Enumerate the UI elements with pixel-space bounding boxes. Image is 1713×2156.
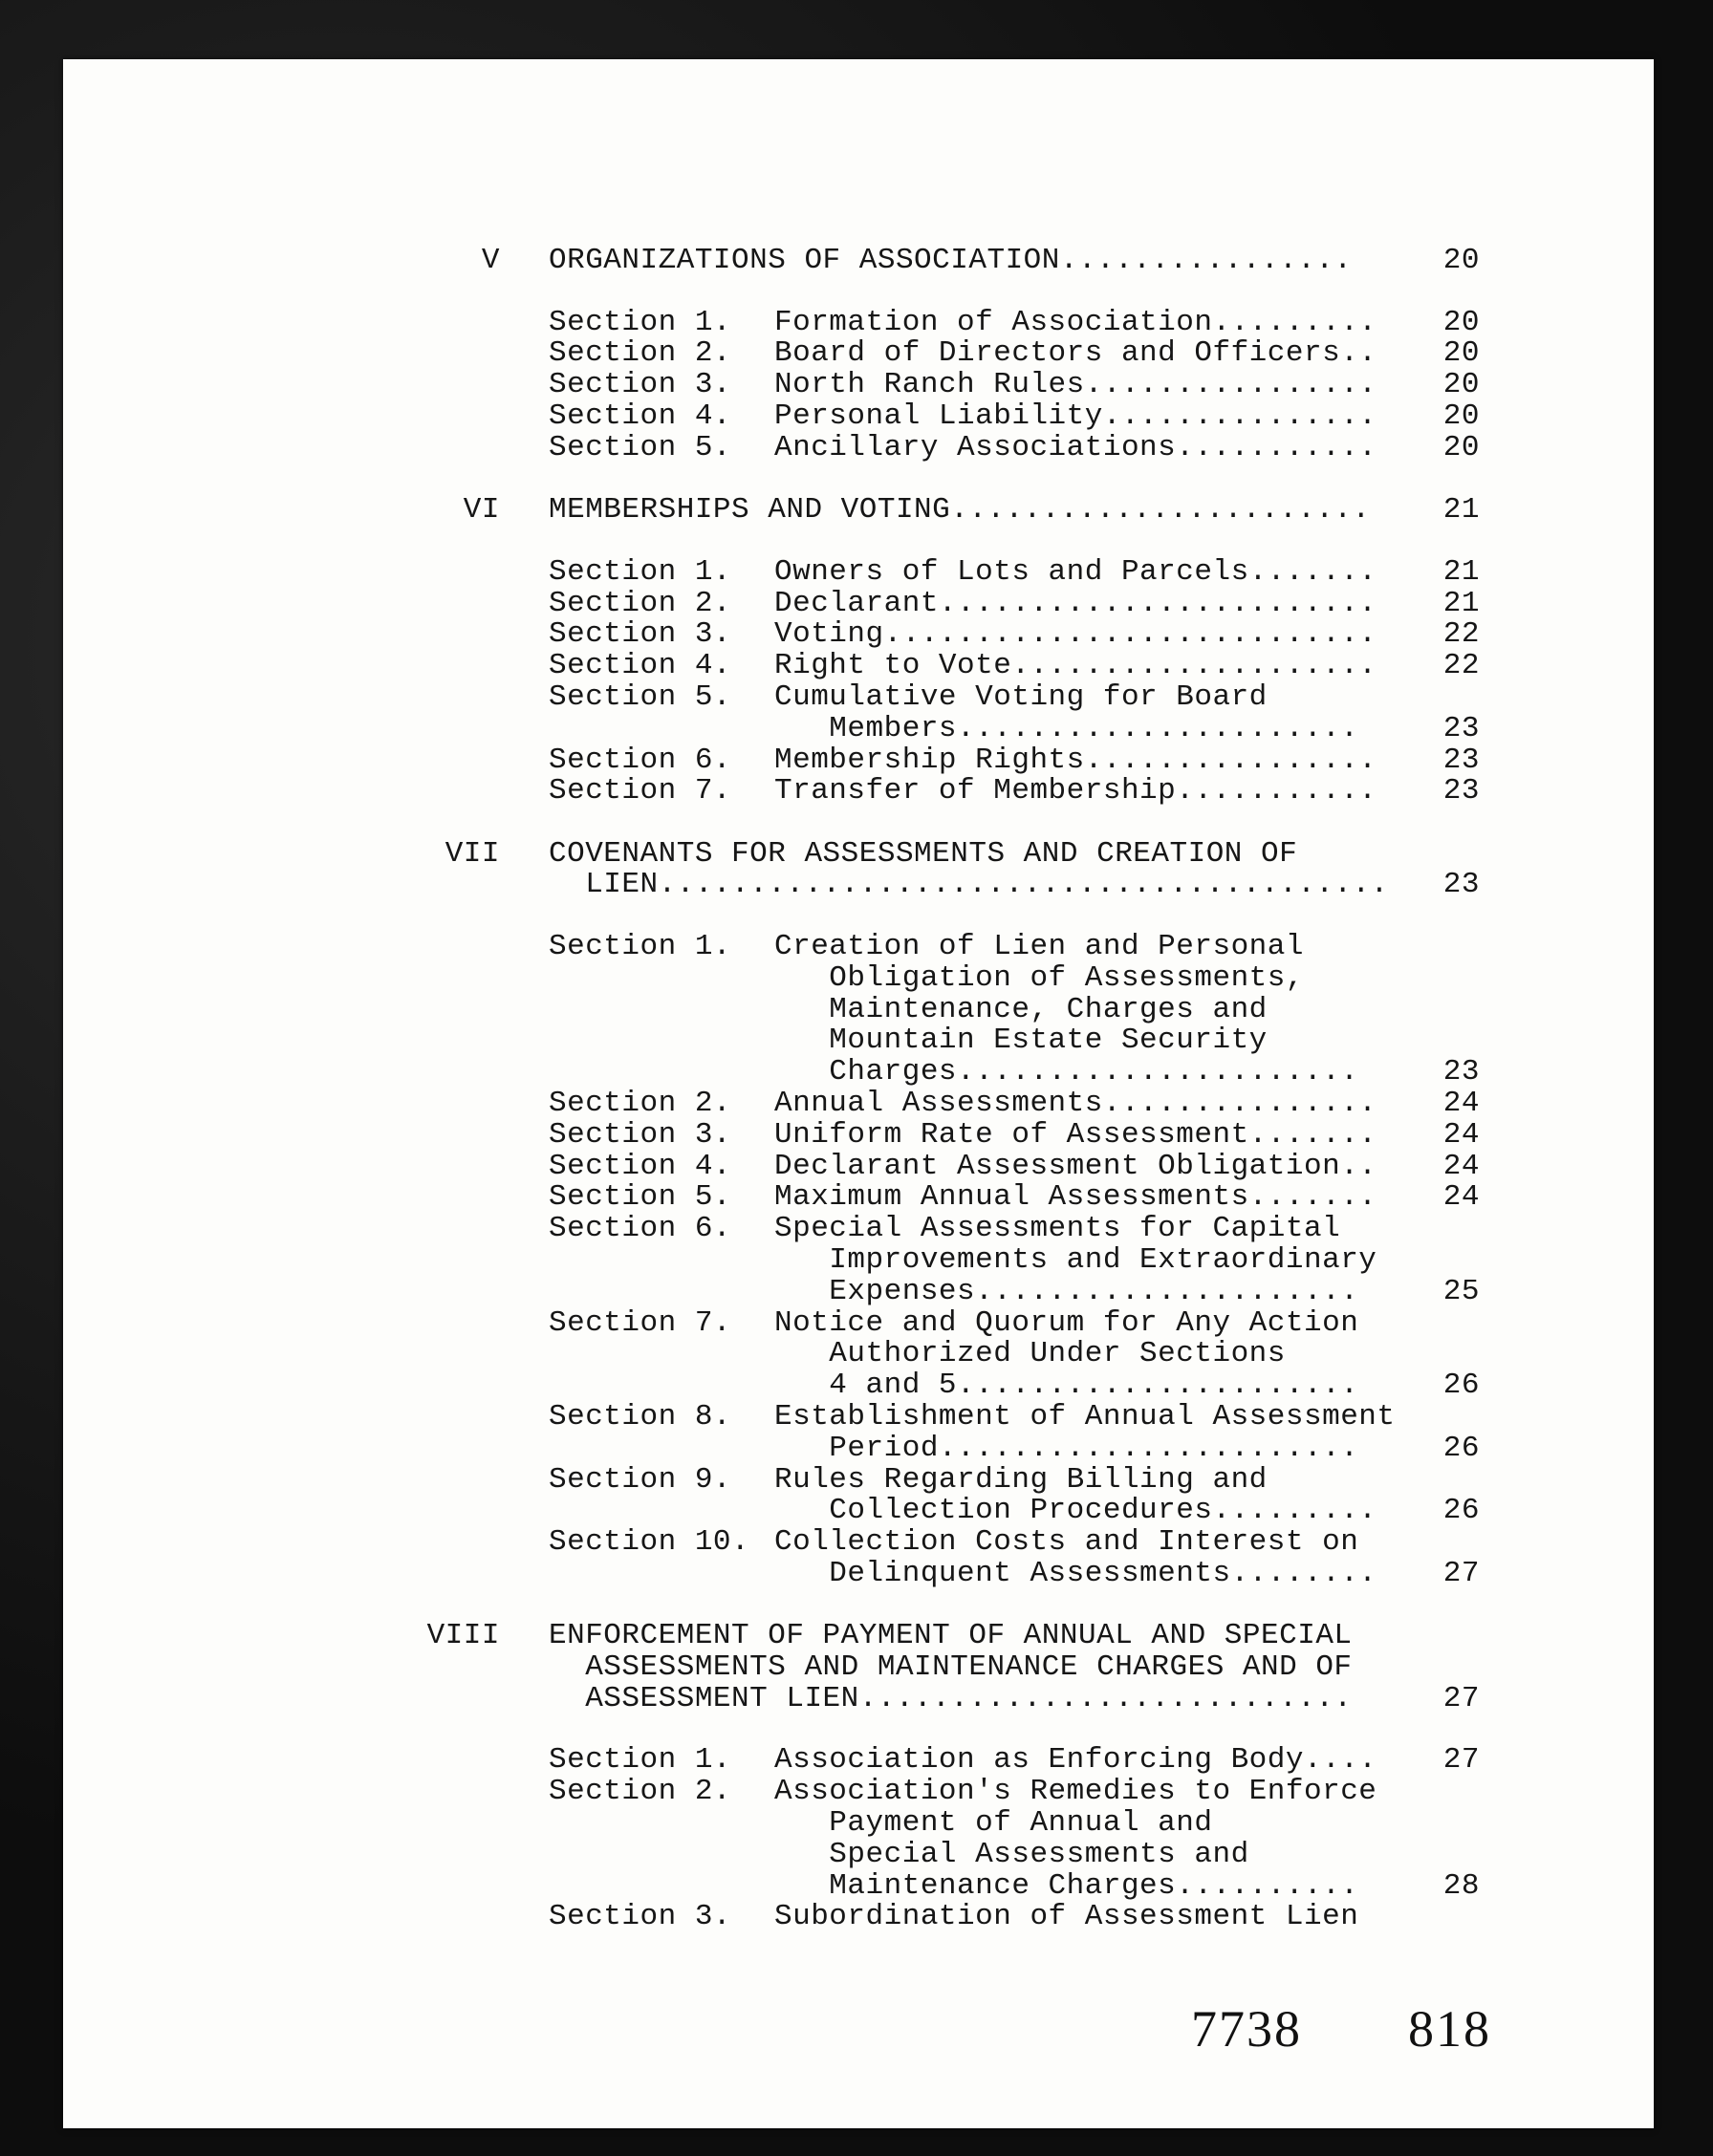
section-title: Obligation of Assessments, — [774, 960, 1304, 995]
page-number: 22 — [1442, 617, 1480, 652]
section-label: Section 3. — [549, 1117, 732, 1152]
section-label: Section 2. — [549, 586, 732, 620]
section-label: Section 6. — [549, 743, 732, 777]
section-title: Right to Vote.................... — [774, 649, 1377, 683]
section-label: Section 7. — [549, 774, 732, 808]
article-title: ENFORCEMENT OF PAYMENT OF ANNUAL AND SPECIAL — [549, 1619, 1353, 1653]
section-title: Authorized Under Sections — [774, 1337, 1286, 1371]
table-of-contents — [63, 59, 1654, 2128]
section-label: Section 5. — [549, 430, 732, 464]
section-title: Period....................... — [774, 1431, 1359, 1465]
article-title: ASSESSMENT LIEN........................... — [549, 1681, 1353, 1715]
section-label: Section 1. — [549, 554, 732, 589]
section-label: Section 2. — [549, 1775, 732, 1809]
page-number: 21 — [1442, 586, 1480, 620]
section-title: Special Assessments for Capital — [774, 1212, 1341, 1246]
page-number: 27 — [1442, 1681, 1480, 1715]
section-label: Section 2. — [549, 336, 732, 371]
page-footer — [1191, 1999, 1491, 2059]
section-title: Formation of Association......... — [774, 305, 1377, 339]
section-title: Collection Costs and Interest on — [774, 1525, 1359, 1560]
section-title: Maintenance Charges.......... — [774, 1868, 1359, 1903]
page-number: 24 — [1442, 1086, 1480, 1120]
section-label: Section 4. — [549, 649, 732, 683]
section-title: Transfer of Membership........... — [774, 774, 1377, 808]
section-label: Section 3. — [549, 617, 732, 652]
page-number: 24 — [1442, 1180, 1480, 1215]
section-label: Section 3. — [549, 368, 732, 402]
page-number: 23 — [1442, 868, 1480, 902]
page-number: 24 — [1442, 1117, 1480, 1152]
page-number: 23 — [1442, 711, 1480, 745]
section-label: Section 4. — [549, 1149, 732, 1183]
section-title: Improvements and Extraordinary — [774, 1242, 1377, 1277]
page-number: 28 — [1442, 1868, 1480, 1903]
section-title: Subordination of Assessment Lien — [774, 1900, 1359, 1934]
section-title: Voting........................... — [774, 617, 1377, 652]
page-number: 21 — [1442, 493, 1480, 528]
page-number: 22 — [1442, 649, 1480, 683]
section-label: Section 1. — [549, 305, 732, 339]
section-label: Section 3. — [549, 1900, 732, 1934]
section-title: Maximum Annual Assessments....... — [774, 1180, 1377, 1215]
section-title: Board of Directors and Officers.. — [774, 336, 1377, 371]
section-title: Members...................... — [774, 711, 1359, 745]
section-title: Owners of Lots and Parcels....... — [774, 554, 1377, 589]
section-title: Uniform Rate of Assessment....... — [774, 1117, 1377, 1152]
page-number: 24 — [1442, 1149, 1480, 1183]
section-title: Mountain Estate Security — [774, 1024, 1268, 1058]
page-number: 26 — [1442, 1431, 1480, 1465]
section-title: Notice and Quorum for Any Action — [774, 1305, 1359, 1340]
article-title: ASSESSMENTS AND MAINTENANCE CHARGES AND OF — [549, 1650, 1353, 1685]
section-title: Annual Assessments............... — [774, 1086, 1377, 1120]
article-title: ORGANIZATIONS OF ASSOCIATION................ — [549, 244, 1353, 277]
article-title: MEMBERSHIPS AND VOTING....................... — [549, 493, 1371, 528]
page-number: 20 — [1442, 305, 1480, 339]
section-label: Section 1. — [549, 929, 732, 963]
article-numeral: V — [481, 244, 500, 277]
page-number: 20 — [1442, 336, 1480, 371]
section-title: Establishment of Annual Assessment — [774, 1399, 1396, 1434]
section-label: Section 4. — [549, 399, 732, 434]
section-label: Section 2. — [549, 1086, 732, 1120]
section-title: Delinquent Assessments........ — [774, 1556, 1377, 1590]
article-numeral: VII — [445, 836, 500, 871]
page-number: 26 — [1442, 1369, 1480, 1403]
section-label: Section 1. — [549, 1743, 732, 1778]
page-number: 27 — [1442, 1743, 1480, 1778]
page-number: 20 — [1442, 368, 1480, 402]
article-title: COVENANTS FOR ASSESSMENTS AND CREATION OF — [549, 836, 1298, 871]
section-title: Expenses..................... — [774, 1274, 1359, 1308]
section-title: Payment of Annual and — [774, 1806, 1213, 1841]
section-title: Cumulative Voting for Board — [774, 679, 1268, 714]
page-number: 23 — [1442, 774, 1480, 808]
section-title: Creation of Lien and Personal — [774, 929, 1304, 963]
section-title: Special Assessments and — [774, 1837, 1249, 1871]
section-title: Maintenance, Charges and — [774, 992, 1268, 1026]
article-numeral: VIII — [426, 1619, 500, 1653]
footer-document-number: 7738 — [1191, 2000, 1302, 2058]
page-number: 21 — [1442, 554, 1480, 589]
document-page — [63, 59, 1654, 2128]
section-title: Rules Regarding Billing and — [774, 1462, 1268, 1497]
section-title: Declarant........................ — [774, 586, 1377, 620]
page-number: 20 — [1442, 244, 1480, 277]
section-label: Section 10. — [549, 1525, 750, 1560]
section-title: 4 and 5...................... — [774, 1369, 1359, 1403]
page-number: 25 — [1442, 1274, 1480, 1308]
section-title: Association as Enforcing Body.... — [774, 1743, 1377, 1778]
section-title: Collection Procedures......... — [774, 1494, 1377, 1528]
section-label: Section 9. — [549, 1462, 732, 1497]
section-title: Personal Liability............... — [774, 399, 1377, 434]
section-label: Section 7. — [549, 1305, 732, 1340]
article-title: LIEN........................................ — [549, 868, 1389, 902]
section-label: Section 6. — [549, 1212, 732, 1246]
page-number: 26 — [1442, 1494, 1480, 1528]
section-label: Section 8. — [549, 1399, 732, 1434]
article-numeral: VI — [463, 493, 500, 528]
section-title: Ancillary Associations........... — [774, 430, 1377, 464]
page-number: 20 — [1442, 399, 1480, 434]
page-number: 27 — [1442, 1556, 1480, 1590]
section-title: Charges...................... — [774, 1055, 1359, 1089]
footer-page-number: 818 — [1408, 2000, 1491, 2058]
section-title: Membership Rights................ — [774, 743, 1377, 777]
section-title: Association's Remedies to Enforce — [774, 1775, 1377, 1809]
page-number: 23 — [1442, 743, 1480, 777]
section-title: North Ranch Rules................ — [774, 368, 1377, 402]
page-number: 20 — [1442, 430, 1480, 464]
section-title: Declarant Assessment Obligation.. — [774, 1149, 1377, 1183]
section-label: Section 5. — [549, 679, 732, 714]
page-number: 23 — [1442, 1055, 1480, 1089]
section-label: Section 5. — [549, 1180, 732, 1215]
